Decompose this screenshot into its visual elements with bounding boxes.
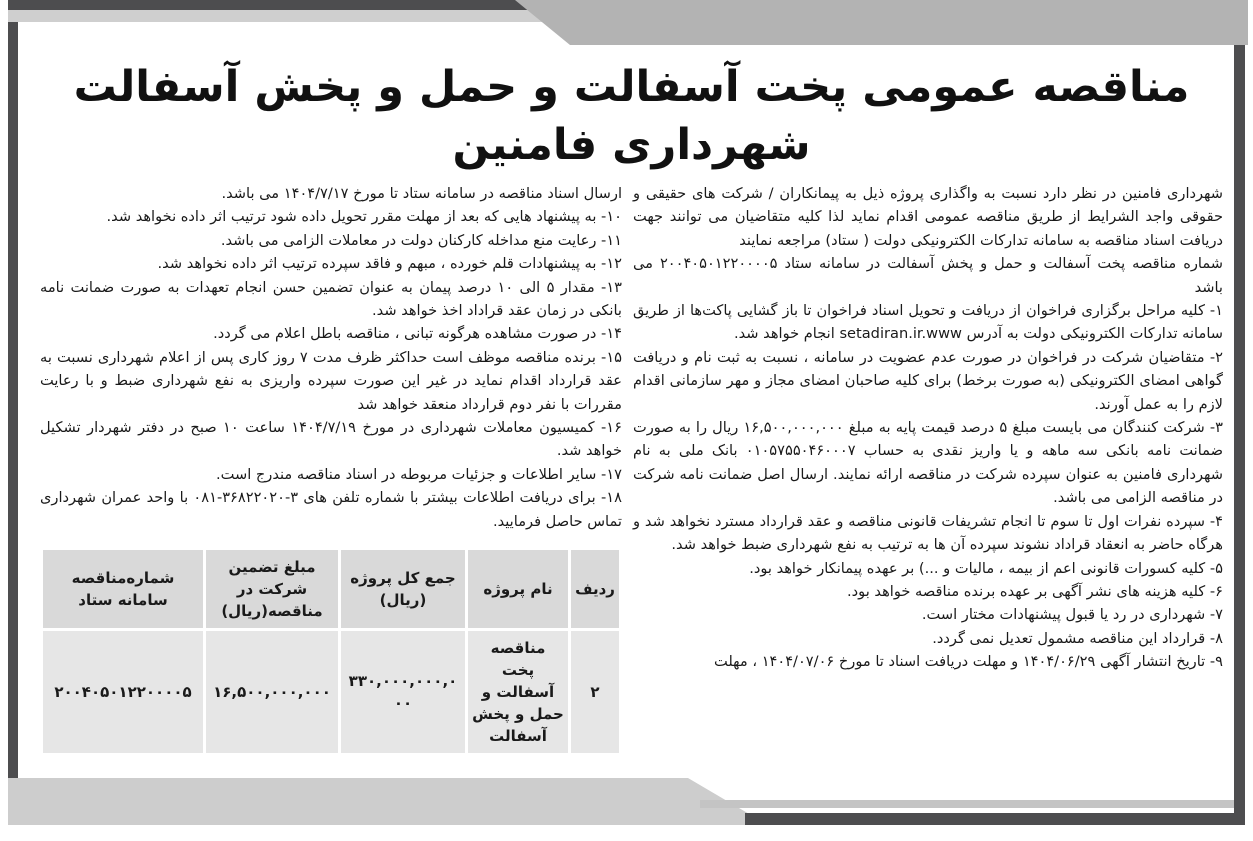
clause-3: ۳- شرکت کنندگان می بایست مبلغ ۵ درصد قیمت پایه به مبلغ ۱۶,۵۰۰,۰۰۰,۰۰۰ ریال را به صورت ضمانت نامه بانکی سه ماهه و یا واریز نقدی به حساب ۰۱۰۵۷۵۵۰۴۶۰۰۰۷ بانک ملی به نام شهرداری فامنین به عنوان سپرده شرکت در مناقصه ارائه نمایند. ارسال اصل ضمانت نامه شرکت در مناقصه الزامی می باشد. [633,419,1224,507]
clause-9-continuation: ارسال اسناد مناقصه در سامانه ستاد تا مورخ ۱۴۰۴/۷/۱۷ می باشد. [221,185,622,202]
clause-4: ۴- سپرده نفرات اول تا سوم تا انجام تشریفات قانونی مناقصه و عقد قرارداد مسترد نخواهد شد و هرگاه حاضر به انعقاد قراداد نشوند سپرده آن ها به ترتیب به نفع شهرداری ضبط خواهد شد. [633,512,1223,554]
frame-bottom-bar [745,813,1245,825]
frame-right-border [1234,45,1245,825]
cell-project-name: مناقصه پخت آسفالت و حمل و پخش آسفالت [468,631,568,753]
clause-5: ۵- کلیه کسورات قانونی اعم از بیمه ، مالیات و ...) بر عهده پیمانکار خواهد بود. [749,559,1223,577]
clause-2: ۲- متقاضیان شرکت در فراخوان در صورت عدم عضویت در سامانه ، نسبت به ثبت نام و دریافت گواهی امضای الکترونیکی (به صورت برخط) برای کلیه صاحبان امضای مجاز و مهر سازمانی اقدام لازم را به عمل آورند. [633,348,1223,413]
clause-11: ۱۱- رعایت منع مداخله کارکنان دولت در معاملات الزامی می باشد. [220,231,622,249]
cell-row-number: ۲ [571,631,619,753]
table-header-row [43,550,619,628]
frame-top-bar [8,0,568,10]
intro-paragraph: شهرداری فامنین در نظر دارد نسبت به واگذاری پروژه ذیل به پیمانکاران / شرکت های حقیقی و حقوقی واجد الشرایط از طریق مناقصه عمومی اقدام نماید لذا کلیه متقاضیان می توانند جهت دریافت اسناد مناقصه به سامانه تدارکات الکترونیکی دولت ( ستاد) مراجعه نمایند [633,185,1223,249]
cell-guarantee-amount: ۱۶,۵۰۰,۰۰۰,۰۰۰ [206,631,338,753]
clause-7: ۷- شهرداری در رد یا قبول پیشنهادات مختار است. [921,606,1223,624]
left-column [40,182,622,756]
notice-title: مناقصه عمومی پخت آسفالت و حمل و پخش آسفالت شهرداری فامنین [73,62,1190,170]
header-tender-number: شماره‌مناقصه سامانه ستاد [43,550,203,628]
clause-8: ۸- قرارداد این مناقصه مشمول تعدیل نمی گردد. [932,629,1223,647]
clause-14: ۱۴- در صورت مشاهده هرگونه تبانی ، مناقصه باطل اعلام می گردد. [213,325,622,343]
frame-left-border [8,22,18,813]
tender-number-line: شماره مناقصه پخت آسفالت و حمل و پخش آسفالت در سامانه ستاد ۲۰۰۴۰۵۰۱۲۲۰۰۰۰۵ می باشد [633,255,1224,296]
header-guarantee-amount: مبلغ تضمین شرکت در مناقصه(ریال) [206,550,338,628]
columns [40,182,1223,756]
frame-top-block [515,0,1248,45]
frame-top-stripe [8,10,568,22]
clause-10: ۱۰- به پیشنهاد هایی که بعد از مهلت مقرر تحویل داده شود ترتیب اثر داده نخواهد شد. [106,208,622,226]
clause-16: ۱۶- کمیسیون معاملات شهرداری در مورخ ۱۴۰۴/۷/۱۹ ساعت ۱۰ صبح در دفتر شهردار تشکیل خواهد شد. [40,419,622,460]
table-row [43,631,619,753]
frame-bottom-block [8,778,768,825]
clause-9: ۹- تاریخ انتشار آگهی ۱۴۰۴/۰۶/۲۹ و مهلت دریافت اسناد تا مورخ ۱۴۰۴/۰۷/۰۶ ، مهلت [714,653,1223,671]
clause-15: ۱۵- برنده مناقصه موظف است حداکثر ظرف مدت ۷ روز کاری پس از اعلام شهرداری نسبت به عقد قرارداد اقدام نماید در غیر این صورت سپرده واریزی به نفع شهرداری ضبط و با رعایت مقررات با نفر دوم قرارداد منعقد خواهد شد [40,348,623,413]
header-row-number: ردیف [571,550,619,628]
frame-bottom-stripe [700,800,1234,808]
clause-6: ۶- کلیه هزینه های نشر آگهی بر عهده برنده مناقصه خواهد بود. [847,582,1223,600]
header-project-total: جمع کل پروژه (ریال) [341,550,465,628]
clause-1: ۱- کلیه مراحل برگزاری فراخوان از دریافت و تحویل اسناد فراخوان تا باز گشایی پاکت‌ها از طریق سامانه تدارکات الکترونیکی دولت به آدرس setadiran.ir.www انجام خواهد شد. [633,302,1223,343]
clause-17: ۱۷- سایر اطلاعات و جزئیات مربوطه در اسناد مناقصه مندرج است. [216,465,622,483]
cell-tender-number: ۲۰۰۴۰۵۰۱۲۲۰۰۰۰۵ [43,631,203,753]
clause-13: ۱۳- مقدار ۵ الی ۱۰ درصد پیمان به عنوان تضمین حسن انجام تعهدات به صورت ضمانت نامه بانکی در زمان عقد قراداد اخذ خواهد شد. [40,278,622,320]
cell-project-total: ۳۳۰,۰۰۰,۰۰۰,۰۰۰ [341,631,465,753]
clause-18: ۱۸- برای دریافت اطلاعات بیشتر با شماره تلفن های ۳-۳۶۸۲۲۰۲۰-۰۸۱ با واحد عمران شهرداری تماس حاصل فرمایید. [40,489,622,530]
tender-table [40,547,622,756]
clause-12: ۱۲- به پیشنهادات قلم خورده ، مبهم و فاقد سپرده ترتیب اثر داده نخواهد شد. [157,255,622,273]
right-column [633,182,1223,674]
header-project-name: نام پروژه [468,550,568,628]
